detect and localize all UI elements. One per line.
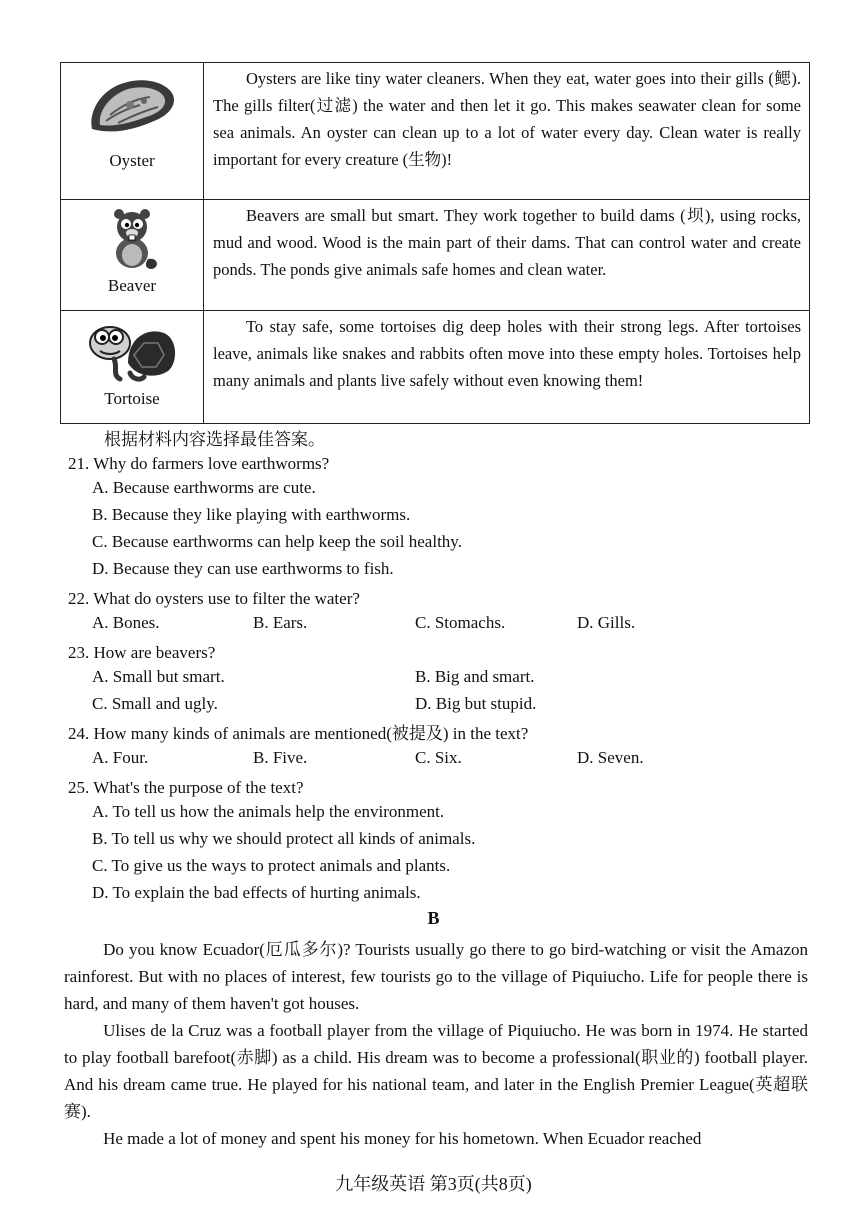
question-21 [68, 450, 828, 477]
animal-desc-oyster [204, 63, 810, 200]
option-21-b[interactable]: B. Because they like playing with earthworms. [92, 505, 411, 524]
animal-name-tortoise: Tortoise [104, 389, 160, 408]
oyster-icon [61, 63, 203, 151]
option-23-a[interactable]: A. Small but smart. [92, 667, 225, 686]
table-row-oyster [61, 63, 810, 200]
question-stem: 25. What's the purpose of the text? [68, 778, 304, 797]
option-23-d[interactable]: D. Big but stupid. [415, 694, 537, 713]
section-b-heading: B [427, 908, 440, 928]
passage-paragraph-2: Ulises de la Cruz was a football player from the village of Piquiucho. He was born in 1974. He started to play football barefoot(赤脚) as a child. His dream was to become a professional(职业的) football player. And his dream came true. He played for his national team, and later in the English Premier League(英超联赛). [64, 1021, 808, 1121]
option-21-d[interactable]: D. Because they can use earthworms to fish. [92, 559, 394, 578]
table-row-beaver [61, 200, 810, 311]
option-23-b[interactable]: B. Big and smart. [415, 667, 535, 686]
option-22-d[interactable]: D. Gills. [577, 613, 636, 632]
tortoise-icon [61, 311, 203, 389]
question-23 [68, 639, 828, 666]
animal-desc-tortoise [204, 311, 810, 424]
question-25 [68, 774, 828, 801]
passage-paragraph-3: He made a lot of money and spent his money for his hometown. When Ecuador reached [103, 1129, 702, 1148]
page-footer: 九年级英语 第3页(共8页) [335, 1174, 532, 1194]
option-24-b[interactable]: B. Five. [253, 748, 308, 767]
animal-desc-beaver [204, 200, 810, 311]
option-25-a[interactable]: A. To tell us how the animals help the environment. [92, 802, 445, 821]
option-25-d[interactable]: D. To explain the bad effects of hurting animals. [92, 883, 421, 902]
animal-table [60, 62, 810, 424]
option-21-c[interactable]: C. Because earthworms can help keep the soil healthy. [92, 532, 462, 551]
question-stem: 24. How many kinds of animals are mentioned(被提及) in the text? [68, 724, 529, 743]
animal-name-beaver: Beaver [107, 276, 157, 295]
option-22-a[interactable]: A. Bones. [92, 613, 160, 632]
animal-name-oyster: Oyster [109, 151, 155, 170]
option-22-c[interactable]: C. Stomachs. [415, 613, 506, 632]
question-stem: 23. How are beavers? [68, 643, 216, 662]
animal-text-tortoise: To stay safe, some tortoises dig deep holes with their strong legs. After tortoises leave, animals like snakes and rabbits often move into these empty holes. Tortoises help many animals and plants live safely without even knowing them! [213, 317, 801, 390]
option-25-b[interactable]: B. To tell us why we should protect all kinds of animals. [92, 829, 476, 848]
option-22-b[interactable]: B. Ears. [253, 613, 308, 632]
option-24-c[interactable]: C. Six. [415, 748, 462, 767]
question-22 [68, 585, 828, 612]
animal-cell-tortoise [61, 311, 204, 424]
option-21-a[interactable]: A. Because earthworms are cute. [92, 478, 316, 497]
question-stem: 22. What do oysters use to filter the water? [68, 589, 360, 608]
option-24-a[interactable]: A. Four. [92, 748, 149, 767]
animal-cell-beaver [61, 200, 204, 311]
beaver-icon [61, 200, 203, 276]
passage-paragraph-1: Do you know Ecuador(厄瓜多尔)? Tourists usually go there to go bird-watching or visit the Amazon rainforest. But with no places of interest, few tourists go to the village of Piquiucho. Life for people there is hard, and many of them haven't got houses. [64, 940, 808, 1013]
option-24-d[interactable]: D. Seven. [577, 748, 644, 767]
animal-cell-oyster [61, 63, 204, 200]
option-25-c[interactable]: C. To give us the ways to protect animals and plants. [92, 856, 451, 875]
question-24 [68, 720, 828, 747]
table-row-tortoise [61, 311, 810, 424]
option-23-c[interactable]: C. Small and ugly. [92, 694, 218, 713]
question-stem: 21. Why do farmers love earthworms? [68, 454, 330, 473]
animal-text-oyster: Oysters are like tiny water cleaners. When they eat, water goes into their gills (鳃). The gills filter(过滤) the water and then let it go. This makes seawater clean for some sea animals. An oyster can clean up to a lot of water every day. Clean water is really important for every creature (生物)! [213, 69, 801, 169]
animal-text-beaver: Beavers are small but smart. They work together to build dams (坝), using rocks, mud and wood. Wood is the main part of their dams. That can control water and create ponds. The ponds give animals safe homes and clean water. [213, 206, 801, 279]
instruction: 根据材料内容选择最佳答案。 [104, 430, 325, 449]
